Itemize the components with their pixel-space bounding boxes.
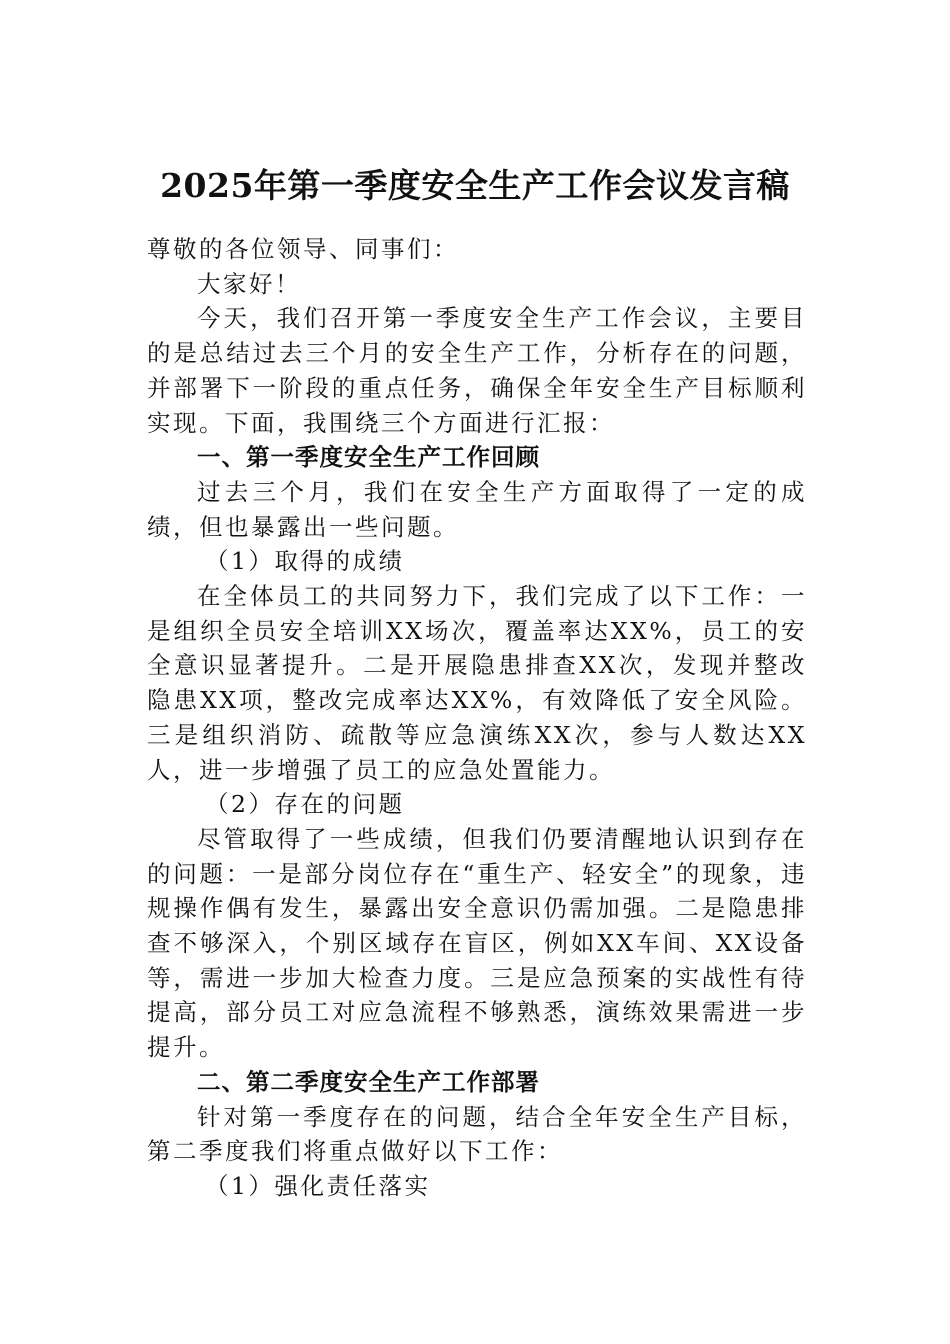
section1-sub1-heading: （1）取得的成绩 [205, 547, 405, 576]
section1-sub2-body: 尽管取得了一些成绩，但我们仍要清醒地认识到存在的问题：一是部分岗位存在“重生产、轻安全”的现象，违规操作偶有发生，暴露出安全意识仍需加强。二是隐患排查不够深入，个别区域存在盲区，例如XX车间、XX设备等，需进一步加大检查力度。三是应急预案的实战性有待提高，部分员工对应急流程不够熟悉，演练效果需进一步提升。 [147, 824, 807, 1062]
document-body [147, 232, 807, 1204]
greeting: 大家好！ [197, 269, 301, 298]
section2-lead: 针对第一季度存在的问题，结合全年安全生产目标，第二季度我们将重点做好以下工作： [147, 1102, 807, 1166]
section1-heading: 一、第一季度安全生产工作回顾 [197, 443, 540, 472]
section1-sub2-heading: （2）存在的问题 [205, 790, 405, 819]
section2-sub1-heading: （1）强化责任落实 [205, 1171, 431, 1200]
section1-lead: 过去三个月，我们在安全生产方面取得了一定的成绩，但也暴露出一些问题。 [147, 477, 807, 541]
document-title: 2025年第一季度安全生产工作会议发言稿 [160, 166, 790, 205]
intro-paragraph: 今天，我们召开第一季度安全生产工作会议，主要目的是总结过去三个月的安全生产工作，分析存在的问题，并部署下一阶段的重点任务，确保全年安全生产目标顺利实现。下面，我围绕三个方面进行汇报： [147, 304, 807, 437]
section1-sub1-body: 在全体员工的共同努力下，我们完成了以下工作：一是组织全员安全培训XX场次，覆盖率达XX%，员工的安全意识显著提升。二是开展隐患排查XX次，发现并整改隐患XX项，整改完成率达XX%，有效降低了安全风险。三是组织消防、疏散等应急演练XX次，参与人数达XX人，进一步增强了员工的应急处置能力。 [147, 582, 807, 784]
section2-heading: 二、第二季度安全生产工作部署 [197, 1067, 540, 1096]
salutation: 尊敬的各位领导、同事们： [147, 235, 459, 263]
